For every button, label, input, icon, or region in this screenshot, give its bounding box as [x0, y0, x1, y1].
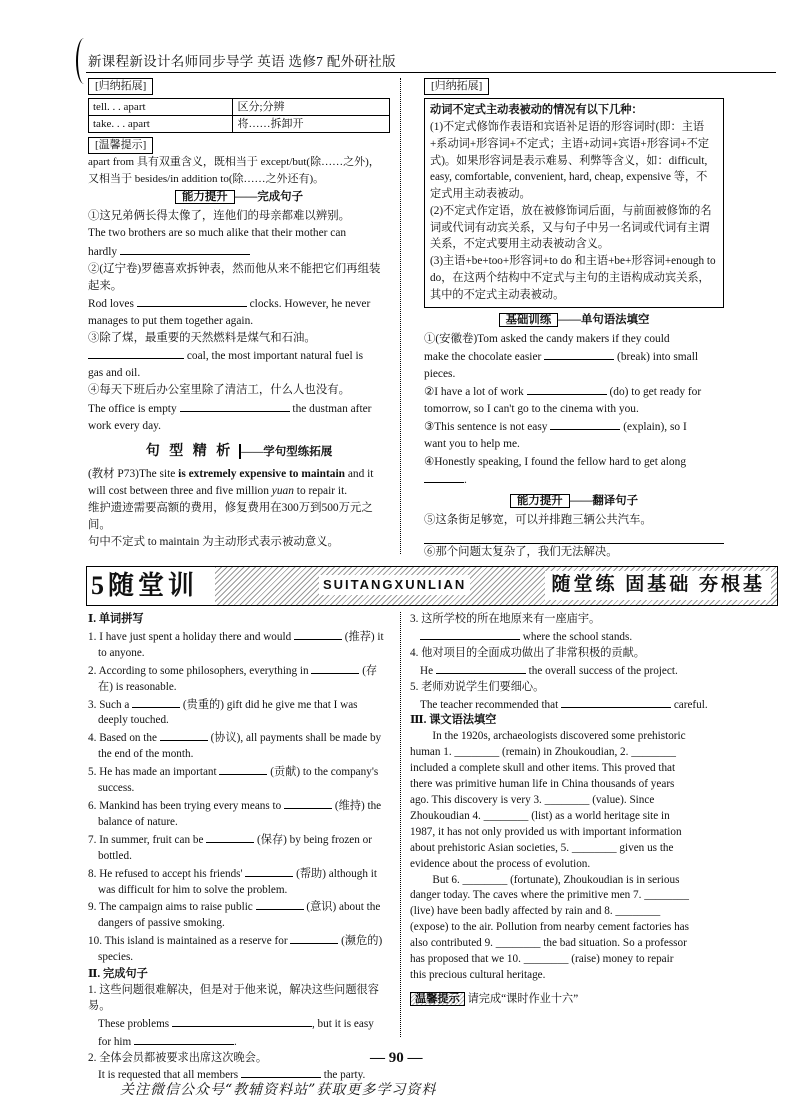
- q2-en: Rod loves clocks. However, he never manages to put them together again.: [88, 295, 390, 330]
- t6: ⑥那个问题太复杂了，我们无法解决。: [424, 545, 618, 558]
- answer-blank[interactable]: [561, 696, 671, 708]
- answer-blank[interactable]: [206, 831, 254, 843]
- answer-blank[interactable]: [420, 628, 520, 640]
- answer-blank[interactable]: [88, 347, 184, 359]
- b1: ①(安徽卷)Tom asked the candy makers if they could make the chocolate easier (break) into small pieces.: [424, 332, 699, 380]
- induce-tag: [ 归纳拓展 ]: [424, 78, 489, 95]
- spelling-item: 3. Such a (贵重的) gift did he give me that I was deeply touched.: [88, 696, 390, 730]
- meaning-cell: 区分;分辨: [233, 99, 390, 116]
- passage-line: danger today. The caves where the primitive men 7. ________: [410, 889, 689, 902]
- s1-en: These problems , but it is easy for him .: [88, 1015, 390, 1051]
- banner-slogan: 随堂练 固基础 夯根基: [545, 571, 771, 600]
- phrase-cell: tell. . . apart: [89, 99, 233, 116]
- spelling-item: 2. According to some philosophers, everything in (存在) is reasonable.: [88, 662, 390, 696]
- page-header: 新课程新设计名师同步导学 英语 选修7 配外研社版: [88, 54, 396, 69]
- column-divider: [400, 78, 401, 554]
- part2-heading: Ⅱ. 完成句子: [88, 968, 148, 981]
- answer-blank[interactable]: [137, 295, 247, 307]
- answer-blank[interactable]: [241, 1066, 321, 1078]
- section-title: 5随堂训: [87, 567, 219, 605]
- s2-en: It is requested that all members the party.: [88, 1066, 390, 1084]
- phrase-cell: take. . . apart: [89, 116, 233, 133]
- box-point-2: (2)不定式作定语，放在被修饰词后面，与前面被修饰的名词或代词有动宾关系，又与句子中另一名词或代词有主谓关系，不定式要用主动表被动含义。: [430, 204, 712, 251]
- pattern-translation: 维护遗迹需要高额的费用，修复费用在300万到500万元之间。: [88, 501, 373, 532]
- lower-column-divider: [400, 612, 401, 1037]
- answer-blank[interactable]: [311, 662, 359, 674]
- tip-label: 温馨提示: [410, 992, 465, 1006]
- answer-blank[interactable]: [527, 383, 607, 395]
- b2: ②I have a lot of work (do) to get ready for tomorrow, so I can't go to the cinema with you.: [424, 383, 724, 418]
- s3-cn: 3. 这所学校的所在地原来有一座庙宇。: [410, 613, 601, 625]
- translate-heading: 能力提升 ——翻译句子: [424, 493, 724, 510]
- tip-tag: [ 温馨提示 ]: [88, 137, 153, 154]
- pattern-heading: 句 型 精 析 ——学句型练拓展: [145, 443, 333, 459]
- b3: ③This sentence is not easy (explain), so I want you to help me.: [424, 418, 724, 453]
- spelling-item: 7. In summer, fruit can be (保存) by being frozen or bottled.: [88, 831, 390, 865]
- s4-en: He the overall success of the project.: [410, 662, 724, 680]
- answer-blank[interactable]: [120, 243, 250, 255]
- box-point-1: (1)不定式修饰作表语和宾语补足语的形容词时(即：主语+系动词+形容词+不定式；主语+动词+宾语+形容词+不定式)。如果形容词是表示难易、利弊等含义，如：difficult, easy, comfortable, convenient, hard, cheap, expensive 等，不定式用主动表被动。: [430, 120, 710, 201]
- answer-blank[interactable]: [219, 763, 267, 775]
- right-column: [424, 78, 724, 576]
- phrase-table: [88, 98, 390, 133]
- lower-right-column: [410, 612, 724, 1008]
- passage-line: But 6. ________ (fortunate), Zhoukoudian is in serious: [432, 873, 680, 886]
- s5-en: The teacher recommended that careful.: [410, 696, 724, 714]
- passage-paragraph-1: [410, 729, 724, 872]
- part3-heading: Ⅲ. 课文语法填空: [410, 714, 497, 727]
- box-title: 动词不定式主动表被动的情况有以下几种：: [430, 104, 643, 117]
- passage-line: this precious cultural heritage.: [410, 968, 546, 981]
- q4-cn: ④每天下班后办公室里除了清洁工，什么人也没有。: [88, 384, 350, 397]
- q4-en: The office is empty the dustman after work every day.: [88, 400, 390, 435]
- answer-blank[interactable]: [550, 418, 620, 430]
- answer-blank[interactable]: [134, 1033, 234, 1045]
- page-number: — 90 —: [370, 1050, 423, 1066]
- answer-line[interactable]: [424, 529, 724, 544]
- passage-line: ago. This discovery is very 3. ________ (value). Since: [410, 793, 655, 806]
- answer-blank[interactable]: [284, 797, 332, 809]
- spelling-item: 1. I have just spent a holiday there and would (推荐) it to anyone.: [88, 628, 390, 662]
- tip-text: 请完成“课时作业十六”: [467, 992, 579, 1005]
- answer-blank[interactable]: [290, 932, 338, 944]
- answer-blank[interactable]: [172, 1015, 312, 1027]
- spelling-item: 10. This island is maintained as a reserve for (濒危的) species.: [88, 932, 390, 966]
- spelling-item: 5. He has made an important (贡献) to the company's success.: [88, 763, 390, 797]
- section-banner: [86, 566, 778, 606]
- induce-tag: [ 归纳拓展 ]: [88, 78, 153, 95]
- answer-blank[interactable]: [132, 696, 180, 708]
- q3-cn: ③除了煤，最重要的天然燃料是煤气和石油。: [88, 332, 316, 345]
- answer-blank[interactable]: [256, 898, 304, 910]
- q1-en: The two brothers are so much alike that their mother can hardly: [88, 227, 347, 258]
- basic-heading: 基础训练 ——单句语法填空: [424, 312, 724, 329]
- bottom-ad: 关注微信公众号“教辅资料站”获取更多学习资料: [120, 1082, 437, 1098]
- header-rule: [86, 72, 776, 73]
- passage-line: about prehistoric Asian societies, 5. ________ given us the: [410, 841, 674, 854]
- answer-blank[interactable]: [180, 400, 290, 412]
- banner-pinyin: SUITANGXUNLIAN: [319, 575, 470, 595]
- answer-blank[interactable]: [245, 865, 293, 877]
- spelling-item: 6. Mankind has been trying every means to (维持) the balance of nature.: [88, 797, 390, 831]
- pattern-note: 句中不定式 to maintain 为主动形式表示被动意义。: [88, 536, 339, 549]
- passage-line: included a complete skull and other items. This proved that: [410, 762, 676, 775]
- passage-line: there was primitive human life in China thousands of years: [410, 778, 675, 791]
- b4: ④Honestly speaking, I found the fellow hard to get along .: [424, 455, 687, 486]
- s1-cn: 1. 这些问题很难解决，但是对于他来说，解决这些问题很容易。: [88, 983, 379, 1012]
- s4-cn: 4. 他对项目的全面成功做出了非常积极的贡献。: [410, 646, 645, 659]
- passage-line: also contributed 9. ________ the bad situation. So a professor: [410, 937, 687, 950]
- s5-cn: 5. 老师劝说学生们要细心。: [410, 680, 545, 693]
- answer-blank[interactable]: [424, 471, 464, 483]
- passage-line: Zhoukoudian 4. ________ (list) as a world heritage site in: [410, 809, 670, 822]
- tip-text: apart from 具有双重含义，既相当于 except/but(除……之外)，又相当于 besides/in addition to(除……之外还有)。: [88, 156, 380, 185]
- t5: ⑤这条街足够宽，可以并排跑三辆公共汽车。: [424, 513, 652, 526]
- ability-heading: 能力提升 ——完成句子: [88, 189, 390, 206]
- answer-blank[interactable]: [160, 729, 208, 741]
- homework-tip: [410, 992, 724, 1008]
- s2-cn: 2. 全体会员都被要求出席这次晚会。: [88, 1051, 268, 1064]
- q3-en: coal, the most important natural fuel is gas and oil.: [88, 347, 390, 382]
- answer-blank[interactable]: [544, 348, 614, 360]
- spelling-item: 9. The campaign aims to raise public (意识) about the dangers of passive smoking.: [88, 898, 390, 932]
- box-point-3: (3)主语+be+too+形容词+to do 和主语+be+形容词+enough to do，在这两个结构中不定式与主句的主语构成动宾关系，其中的不定式主动表被动。: [430, 255, 716, 301]
- spelling-item: 8. He refused to accept his friends' (帮助) although it was difficult for him to solve the problem.: [88, 865, 390, 899]
- infinitive-box: [424, 98, 724, 308]
- left-column: [88, 78, 390, 551]
- meaning-cell: 将……拆卸开: [233, 116, 390, 133]
- passage-line: (live) have been badly affected by rain and 8. ________: [410, 905, 661, 918]
- lower-left-column: [88, 612, 390, 1084]
- pattern-example: (教材 P73)The site is extremely expensive to maintain and it will cost between three and five million yuan to repair it.: [88, 467, 374, 497]
- passage-line: has proposed that we 10. ________ (raise) money to repair: [410, 953, 674, 966]
- s3-en: where the school stands.: [410, 628, 724, 646]
- answer-blank[interactable]: [436, 662, 526, 674]
- passage-line: evidence about the process of evolution.: [410, 857, 591, 870]
- answer-blank[interactable]: [294, 628, 342, 640]
- passage-line: In the 1920s, archaeologists discovered some prehistoric: [432, 730, 686, 743]
- q2-cn: ②(辽宁卷)罗德喜欢拆钟表，然而他从来不能把它们再组装起来。: [88, 262, 381, 292]
- part1-heading: Ⅰ. 单词拼写: [88, 613, 144, 625]
- passage-line: (expose) to the air. Pollution from nearby cement factories has: [410, 921, 689, 934]
- passage-line: human 1. ________ (remain) in Zhoukoudian, 2. ________: [410, 746, 676, 759]
- q1-cn: ①这兄弟俩长得太像了，连他们的母亲都难以辨别。: [88, 210, 350, 223]
- passage-line: 1987, it has not only provided us with important information: [410, 825, 682, 838]
- spelling-item: 4. Based on the (协议), all payments shall be made by the end of the month.: [88, 729, 390, 763]
- word-spelling-list: [88, 628, 390, 966]
- passage-paragraph-2: [410, 873, 724, 984]
